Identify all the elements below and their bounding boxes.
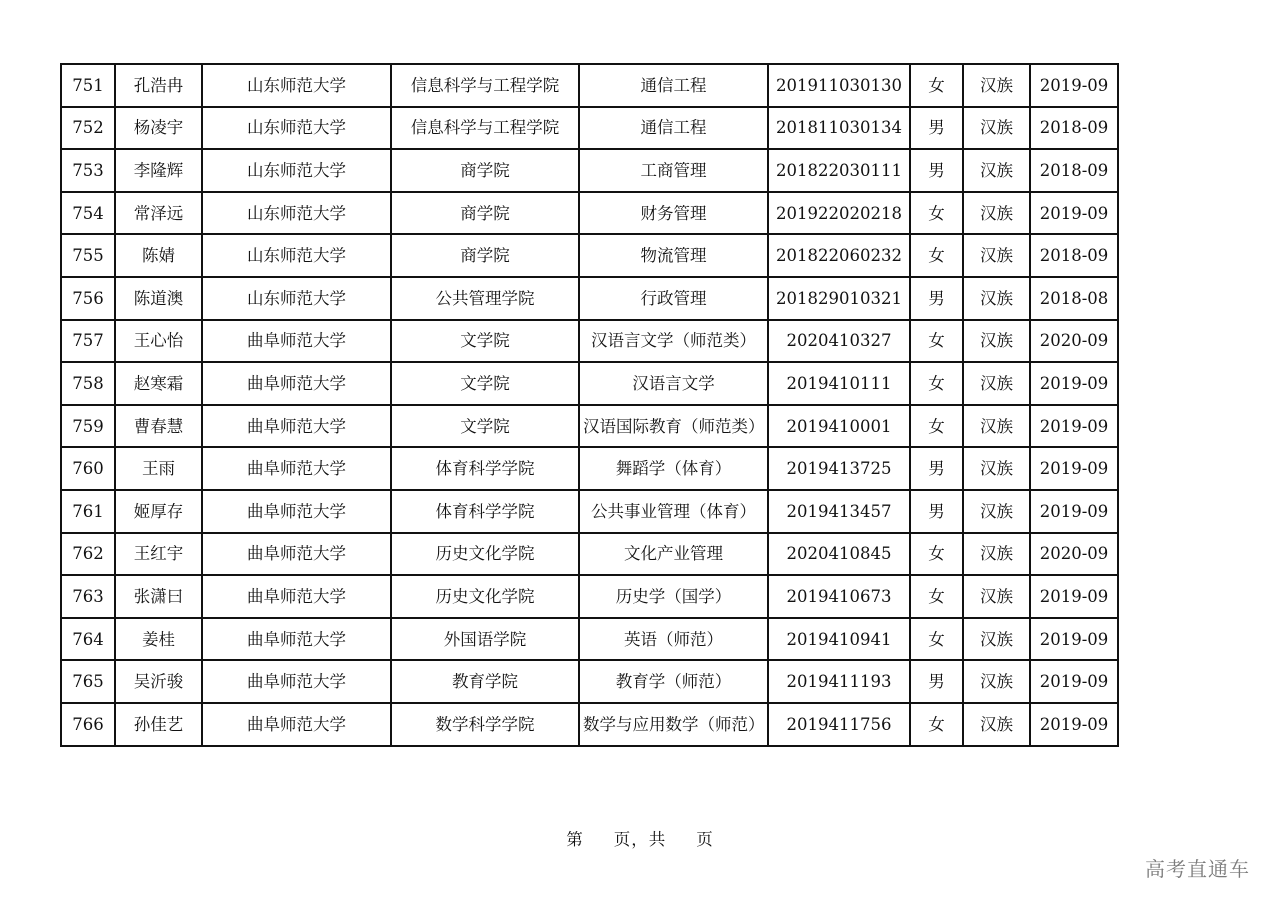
cell-major: 汉语言文学 <box>579 362 768 405</box>
cell-university: 曲阜师范大学 <box>202 703 391 746</box>
table-row <box>61 575 1118 618</box>
table-row <box>61 234 1118 277</box>
table-row <box>61 533 1118 576</box>
cell-student-id: 201911030130 <box>768 64 910 107</box>
cell-major: 汉语言文学（师范类） <box>579 320 768 363</box>
cell-gender: 男 <box>910 107 963 150</box>
watermark-logo-text: 高考直通车 <box>1145 857 1250 881</box>
table-row <box>61 618 1118 661</box>
cell-student-id: 201829010321 <box>768 277 910 320</box>
table-body <box>61 64 1118 746</box>
table-row <box>61 660 1118 703</box>
cell-gender: 女 <box>910 192 963 235</box>
cell-gender: 女 <box>910 362 963 405</box>
cell-college: 商学院 <box>391 192 579 235</box>
cell-major: 通信工程 <box>579 107 768 150</box>
cell-major: 物流管理 <box>579 234 768 277</box>
cell-gender: 男 <box>910 447 963 490</box>
cell-major: 通信工程 <box>579 64 768 107</box>
cell-row-number: 759 <box>61 405 115 448</box>
cell-student-name: 陈婧 <box>115 234 202 277</box>
cell-enrollment-date: 2018-09 <box>1030 149 1118 192</box>
cell-college: 商学院 <box>391 149 579 192</box>
cell-major: 教育学（师范） <box>579 660 768 703</box>
cell-ethnicity: 汉族 <box>963 660 1030 703</box>
table-row <box>61 703 1118 746</box>
cell-gender: 女 <box>910 618 963 661</box>
cell-university: 曲阜师范大学 <box>202 660 391 703</box>
table-row <box>61 362 1118 405</box>
cell-ethnicity: 汉族 <box>963 618 1030 661</box>
cell-row-number: 765 <box>61 660 115 703</box>
cell-student-id: 2020410327 <box>768 320 910 363</box>
cell-college: 体育科学学院 <box>391 447 579 490</box>
cell-student-name: 姜桂 <box>115 618 202 661</box>
cell-row-number: 757 <box>61 320 115 363</box>
cell-row-number: 756 <box>61 277 115 320</box>
cell-ethnicity: 汉族 <box>963 575 1030 618</box>
cell-ethnicity: 汉族 <box>963 149 1030 192</box>
cell-gender: 女 <box>910 64 963 107</box>
cell-university: 曲阜师范大学 <box>202 320 391 363</box>
cell-university: 曲阜师范大学 <box>202 405 391 448</box>
cell-college: 商学院 <box>391 234 579 277</box>
cell-gender: 女 <box>910 234 963 277</box>
cell-student-id: 2019410941 <box>768 618 910 661</box>
cell-row-number: 763 <box>61 575 115 618</box>
cell-enrollment-date: 2019-09 <box>1030 490 1118 533</box>
cell-college: 历史文化学院 <box>391 575 579 618</box>
cell-major: 英语（师范） <box>579 618 768 661</box>
table-row <box>61 447 1118 490</box>
cell-student-name: 张潇曰 <box>115 575 202 618</box>
cell-ethnicity: 汉族 <box>963 405 1030 448</box>
cell-college: 信息科学与工程学院 <box>391 64 579 107</box>
table-row <box>61 192 1118 235</box>
cell-gender: 女 <box>910 405 963 448</box>
footer-page-word: 第 <box>566 830 584 849</box>
cell-enrollment-date: 2019-09 <box>1030 447 1118 490</box>
cell-ethnicity: 汉族 <box>963 490 1030 533</box>
cell-enrollment-date: 2019-09 <box>1030 660 1118 703</box>
cell-enrollment-date: 2020-09 <box>1030 533 1118 576</box>
cell-ethnicity: 汉族 <box>963 192 1030 235</box>
cell-university: 山东师范大学 <box>202 149 391 192</box>
cell-university: 曲阜师范大学 <box>202 618 391 661</box>
cell-university: 山东师范大学 <box>202 234 391 277</box>
cell-major: 数学与应用数学（师范） <box>579 703 768 746</box>
cell-student-id: 2019413457 <box>768 490 910 533</box>
cell-enrollment-date: 2018-08 <box>1030 277 1118 320</box>
cell-major: 历史学（国学） <box>579 575 768 618</box>
cell-student-name: 吴沂骏 <box>115 660 202 703</box>
cell-gender: 男 <box>910 660 963 703</box>
cell-student-id: 201811030134 <box>768 107 910 150</box>
footer-page-suffix: 页，共 <box>613 830 667 849</box>
cell-student-id: 2019413725 <box>768 447 910 490</box>
table-row <box>61 405 1118 448</box>
cell-university: 山东师范大学 <box>202 107 391 150</box>
cell-college: 外国语学院 <box>391 618 579 661</box>
cell-university: 曲阜师范大学 <box>202 447 391 490</box>
cell-row-number: 761 <box>61 490 115 533</box>
cell-ethnicity: 汉族 <box>963 107 1030 150</box>
cell-student-id: 2019411756 <box>768 703 910 746</box>
cell-row-number: 760 <box>61 447 115 490</box>
cell-student-name: 王红宇 <box>115 533 202 576</box>
cell-college: 数学科学学院 <box>391 703 579 746</box>
cell-ethnicity: 汉族 <box>963 533 1030 576</box>
table-row <box>61 277 1118 320</box>
cell-gender: 男 <box>910 277 963 320</box>
cell-college: 文学院 <box>391 320 579 363</box>
cell-student-name: 孙佳艺 <box>115 703 202 746</box>
cell-enrollment-date: 2019-09 <box>1030 362 1118 405</box>
cell-student-name: 杨凌宇 <box>115 107 202 150</box>
cell-student-id: 201822030111 <box>768 149 910 192</box>
cell-gender: 女 <box>910 320 963 363</box>
cell-college: 公共管理学院 <box>391 277 579 320</box>
cell-university: 曲阜师范大学 <box>202 362 391 405</box>
cell-student-name: 赵寒霜 <box>115 362 202 405</box>
cell-row-number: 755 <box>61 234 115 277</box>
cell-enrollment-date: 2019-09 <box>1030 575 1118 618</box>
table-row <box>61 490 1118 533</box>
cell-major: 汉语国际教育（师范类） <box>579 405 768 448</box>
table-row <box>61 320 1118 363</box>
cell-enrollment-date: 2019-09 <box>1030 405 1118 448</box>
cell-student-name: 姬厚存 <box>115 490 202 533</box>
table-row <box>61 64 1118 107</box>
cell-university: 曲阜师范大学 <box>202 490 391 533</box>
cell-ethnicity: 汉族 <box>963 277 1030 320</box>
cell-enrollment-date: 2019-09 <box>1030 703 1118 746</box>
cell-college: 体育科学学院 <box>391 490 579 533</box>
cell-student-name: 曹春慧 <box>115 405 202 448</box>
student-table <box>60 63 1119 747</box>
cell-college: 历史文化学院 <box>391 533 579 576</box>
cell-student-name: 常泽远 <box>115 192 202 235</box>
cell-enrollment-date: 2019-09 <box>1030 64 1118 107</box>
cell-gender: 女 <box>910 533 963 576</box>
cell-student-id: 2019410673 <box>768 575 910 618</box>
cell-row-number: 753 <box>61 149 115 192</box>
cell-student-name: 李隆辉 <box>115 149 202 192</box>
cell-college: 文学院 <box>391 362 579 405</box>
cell-gender: 女 <box>910 575 963 618</box>
cell-ethnicity: 汉族 <box>963 234 1030 277</box>
cell-enrollment-date: 2020-09 <box>1030 320 1118 363</box>
cell-gender: 男 <box>910 490 963 533</box>
table-row <box>61 107 1118 150</box>
page-footer <box>0 826 1280 850</box>
cell-student-id: 201822060232 <box>768 234 910 277</box>
cell-row-number: 762 <box>61 533 115 576</box>
cell-major: 财务管理 <box>579 192 768 235</box>
cell-row-number: 754 <box>61 192 115 235</box>
footer-total-suffix: 页 <box>696 830 714 849</box>
cell-ethnicity: 汉族 <box>963 447 1030 490</box>
cell-ethnicity: 汉族 <box>963 703 1030 746</box>
cell-enrollment-date: 2019-09 <box>1030 618 1118 661</box>
cell-student-id: 2019410001 <box>768 405 910 448</box>
cell-major: 公共事业管理（体育） <box>579 490 768 533</box>
table-row <box>61 149 1118 192</box>
cell-university: 曲阜师范大学 <box>202 575 391 618</box>
cell-student-name: 王心怡 <box>115 320 202 363</box>
cell-university: 山东师范大学 <box>202 192 391 235</box>
cell-student-id: 2019411193 <box>768 660 910 703</box>
cell-row-number: 751 <box>61 64 115 107</box>
cell-college: 信息科学与工程学院 <box>391 107 579 150</box>
cell-major: 舞蹈学（体育） <box>579 447 768 490</box>
cell-student-id: 2019410111 <box>768 362 910 405</box>
cell-ethnicity: 汉族 <box>963 320 1030 363</box>
cell-student-name: 孔浩冉 <box>115 64 202 107</box>
cell-major: 文化产业管理 <box>579 533 768 576</box>
cell-row-number: 758 <box>61 362 115 405</box>
cell-student-name: 陈道澳 <box>115 277 202 320</box>
cell-college: 文学院 <box>391 405 579 448</box>
cell-gender: 女 <box>910 703 963 746</box>
cell-student-id: 201922020218 <box>768 192 910 235</box>
cell-enrollment-date: 2019-09 <box>1030 192 1118 235</box>
cell-row-number: 752 <box>61 107 115 150</box>
cell-university: 山东师范大学 <box>202 277 391 320</box>
cell-gender: 男 <box>910 149 963 192</box>
cell-major: 工商管理 <box>579 149 768 192</box>
cell-row-number: 766 <box>61 703 115 746</box>
cell-row-number: 764 <box>61 618 115 661</box>
cell-university: 山东师范大学 <box>202 64 391 107</box>
cell-enrollment-date: 2018-09 <box>1030 234 1118 277</box>
cell-college: 教育学院 <box>391 660 579 703</box>
cell-student-name: 王雨 <box>115 447 202 490</box>
cell-ethnicity: 汉族 <box>963 64 1030 107</box>
cell-student-id: 2020410845 <box>768 533 910 576</box>
cell-ethnicity: 汉族 <box>963 362 1030 405</box>
cell-major: 行政管理 <box>579 277 768 320</box>
cell-enrollment-date: 2018-09 <box>1030 107 1118 150</box>
cell-university: 曲阜师范大学 <box>202 533 391 576</box>
